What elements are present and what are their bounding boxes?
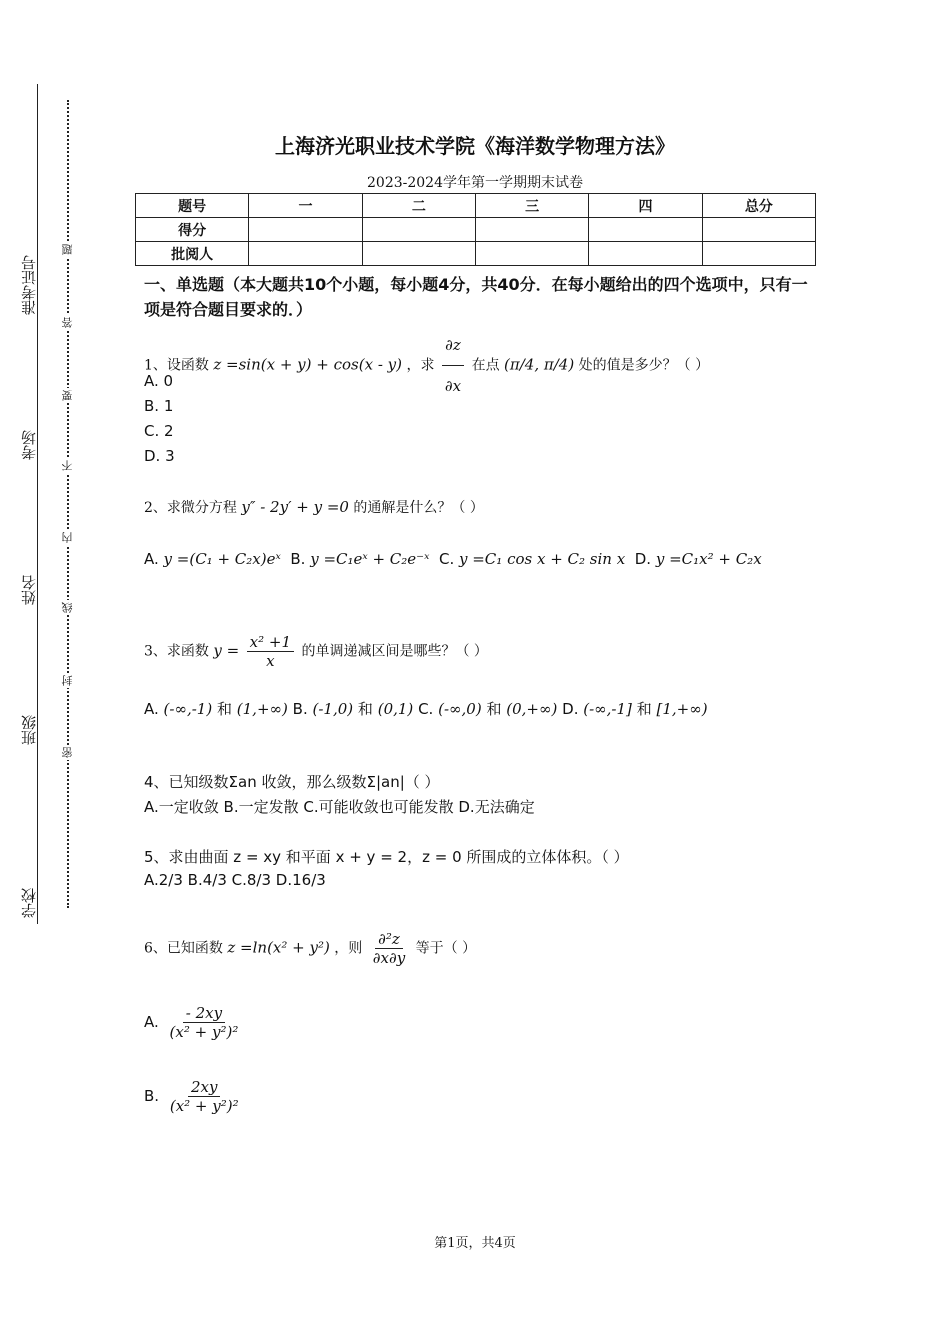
seal-char: 线 bbox=[61, 602, 74, 613]
grader-cell[interactable] bbox=[362, 242, 475, 266]
q3-option-d-second: [1,+∞) bbox=[656, 700, 708, 718]
section-heading: 一、单选题（本大题共10个小题，每小题4分，共40分．在每小题给出的四个选项中，只有一项是符合题目要求的．） bbox=[144, 275, 808, 319]
q3-option-a-second: (1,+∞) bbox=[236, 700, 288, 718]
q2-option-a: y =(C₁ + C₂x)eˣ bbox=[163, 550, 281, 568]
q2-formula: y″ - 2y′ + y =0 bbox=[241, 498, 349, 516]
score-cell[interactable] bbox=[249, 218, 362, 242]
q3-option-label: D. bbox=[562, 700, 579, 718]
q1-option-d: D. 3 bbox=[144, 447, 175, 465]
question-2 bbox=[144, 497, 484, 517]
q3-option-label: A. bbox=[144, 700, 159, 718]
seal-char: 密 bbox=[61, 747, 74, 758]
fraction-numerator: ∂²z bbox=[375, 930, 403, 949]
q1-point: (π/4, π/4) bbox=[504, 355, 575, 374]
table-row-label: 批阅人 bbox=[136, 242, 249, 266]
table-header-cell: 题号 bbox=[136, 194, 249, 218]
table-row-label: 得分 bbox=[136, 218, 249, 242]
question-6 bbox=[144, 930, 476, 967]
grader-cell[interactable] bbox=[589, 242, 702, 266]
q3-fraction bbox=[247, 633, 294, 670]
q1-after: 在点 bbox=[471, 357, 500, 374]
q1-suffix: 处的值是多少？（ ） bbox=[578, 357, 710, 374]
q6-option-b bbox=[144, 1078, 245, 1115]
class-label: 班级 bbox=[20, 715, 38, 745]
q2-option-label: B. bbox=[290, 550, 306, 568]
q3-option-c-first: (-∞,0) bbox=[438, 700, 482, 718]
table-header-cell: 二 bbox=[362, 194, 475, 218]
q6-fraction bbox=[370, 930, 408, 967]
q6-mid: ，则 bbox=[334, 940, 363, 957]
table-row bbox=[136, 242, 816, 266]
q6-suffix: 等于（ ） bbox=[415, 940, 477, 957]
q3-option-c-second: (0,+∞) bbox=[506, 700, 558, 718]
q3-and: 和 bbox=[486, 700, 502, 718]
q2-option-c: y =C₁ cos x + C₂ sin x bbox=[459, 550, 626, 568]
question-1 bbox=[144, 325, 709, 406]
q4-options: A.一定收敛 B.一定发散 C.可能收敛也可能发散 D.无法确定 bbox=[144, 798, 535, 816]
q2-option-label: C. bbox=[438, 550, 455, 568]
q3-option-a-first: (-∞,-1) bbox=[163, 700, 213, 718]
q2-prefix: 2、求微分方程 bbox=[144, 500, 237, 516]
q2-option-label: D. bbox=[634, 550, 652, 568]
score-cell[interactable] bbox=[702, 218, 815, 242]
seal-char: 封 bbox=[61, 675, 74, 686]
q3-option-d-first: (-∞,-1] bbox=[583, 700, 632, 718]
q3-and: 和 bbox=[357, 700, 373, 718]
fraction-denominator: ∂x∂y bbox=[372, 949, 406, 967]
fraction-numerator: ∂z bbox=[442, 325, 464, 366]
question-3 bbox=[144, 633, 488, 670]
table-row bbox=[136, 218, 816, 242]
grader-cell[interactable] bbox=[702, 242, 815, 266]
q3-and: 和 bbox=[216, 700, 232, 718]
fraction-denominator: x bbox=[266, 652, 275, 670]
score-table bbox=[135, 193, 816, 266]
q6-option-a bbox=[144, 1004, 244, 1041]
grader-cell[interactable] bbox=[249, 242, 362, 266]
seal-char: 不 bbox=[61, 460, 74, 471]
q2-option-label: A. bbox=[144, 550, 159, 568]
table-header-row bbox=[136, 194, 816, 218]
q3-option-b-first: (-1,0) bbox=[312, 700, 354, 718]
q6-option-label: A. bbox=[144, 1013, 159, 1031]
q1-option-c: C. 2 bbox=[144, 422, 174, 440]
q6-option-b-fraction bbox=[167, 1078, 242, 1115]
q3-option-label: C. bbox=[418, 700, 434, 718]
q1-mid: ，求 bbox=[406, 357, 435, 374]
table-header-cell: 三 bbox=[475, 194, 588, 218]
exam-id-label: 准考证号 bbox=[20, 255, 38, 315]
fraction-numerator: 2xy bbox=[188, 1078, 220, 1097]
question-5: 5、求由曲面 z = xy 和平面 x + y = 2，z = 0 所围成的立体体积。（ ） bbox=[144, 848, 629, 866]
table-header-cell: 总分 bbox=[702, 194, 815, 218]
q6-option-a-fraction bbox=[167, 1004, 242, 1041]
q3-option-b-second: (0,1) bbox=[377, 700, 414, 718]
q3-option-label: B. bbox=[292, 700, 308, 718]
seal-char: 答 bbox=[61, 317, 74, 328]
q1-prefix: 1、设函数 bbox=[144, 357, 209, 374]
q6-formula: z =ln(x² + y²) bbox=[227, 938, 330, 957]
name-label: 姓名 bbox=[20, 575, 38, 605]
q2-option-b: y =C₁eˣ + C₂e⁻ˣ bbox=[310, 550, 430, 568]
fraction-numerator: x² +1 bbox=[247, 633, 294, 652]
question-4: 4、已知级数Σan 收敛，那么级数Σ|an|（ ） bbox=[144, 773, 440, 791]
q6-option-label: B. bbox=[144, 1087, 160, 1105]
page-number: 第1页，共4页 bbox=[434, 1236, 516, 1251]
q3-suffix: 的单调递减区间是哪些？（ ） bbox=[301, 643, 488, 660]
q2-option-d: y =C₁x² + C₂x bbox=[655, 550, 762, 568]
exam-room-label: 考场 bbox=[20, 430, 38, 460]
grader-cell[interactable] bbox=[475, 242, 588, 266]
q3-formula-lhs: y = bbox=[213, 641, 240, 660]
fraction-denominator: (x² + y²)² bbox=[169, 1023, 239, 1041]
fraction-denominator: (x² + y²)² bbox=[169, 1097, 239, 1115]
seal-dotted-line bbox=[67, 100, 69, 908]
q1-option-a: A. 0 bbox=[144, 372, 174, 390]
score-cell[interactable] bbox=[475, 218, 588, 242]
score-cell[interactable] bbox=[589, 218, 702, 242]
seal-char: 要 bbox=[61, 390, 74, 401]
page-subtitle: 2023-2024学年第一学期期末试卷 bbox=[367, 175, 583, 191]
score-cell[interactable] bbox=[362, 218, 475, 242]
fraction-denominator: ∂x bbox=[444, 377, 462, 395]
q3-and: 和 bbox=[636, 700, 652, 718]
q3-prefix: 3、求函数 bbox=[144, 643, 209, 660]
q3-options bbox=[144, 698, 708, 719]
q1-option-b: B. 1 bbox=[144, 397, 174, 415]
q5-options: A.2/3 B.4/3 C.8/3 D.16/3 bbox=[144, 871, 326, 889]
seal-char: 题 bbox=[61, 244, 74, 255]
table-header-cell: 四 bbox=[589, 194, 702, 218]
q1-fraction bbox=[442, 325, 464, 406]
seal-char: 内 bbox=[61, 532, 74, 543]
q2-options bbox=[144, 550, 762, 568]
q6-prefix: 6、已知函数 bbox=[144, 940, 223, 957]
binding-line bbox=[37, 84, 38, 924]
q1-formula: z =sin(x + y) + cos(x - y) bbox=[213, 355, 402, 374]
fraction-numerator: - 2xy bbox=[183, 1004, 225, 1023]
table-header-cell: 一 bbox=[249, 194, 362, 218]
page-title: 上海济光职业技术学院《海洋数学物理方法》 bbox=[275, 134, 675, 158]
school-label: 学校 bbox=[20, 888, 38, 918]
q2-suffix: 的通解是什么？（ ） bbox=[353, 500, 484, 516]
